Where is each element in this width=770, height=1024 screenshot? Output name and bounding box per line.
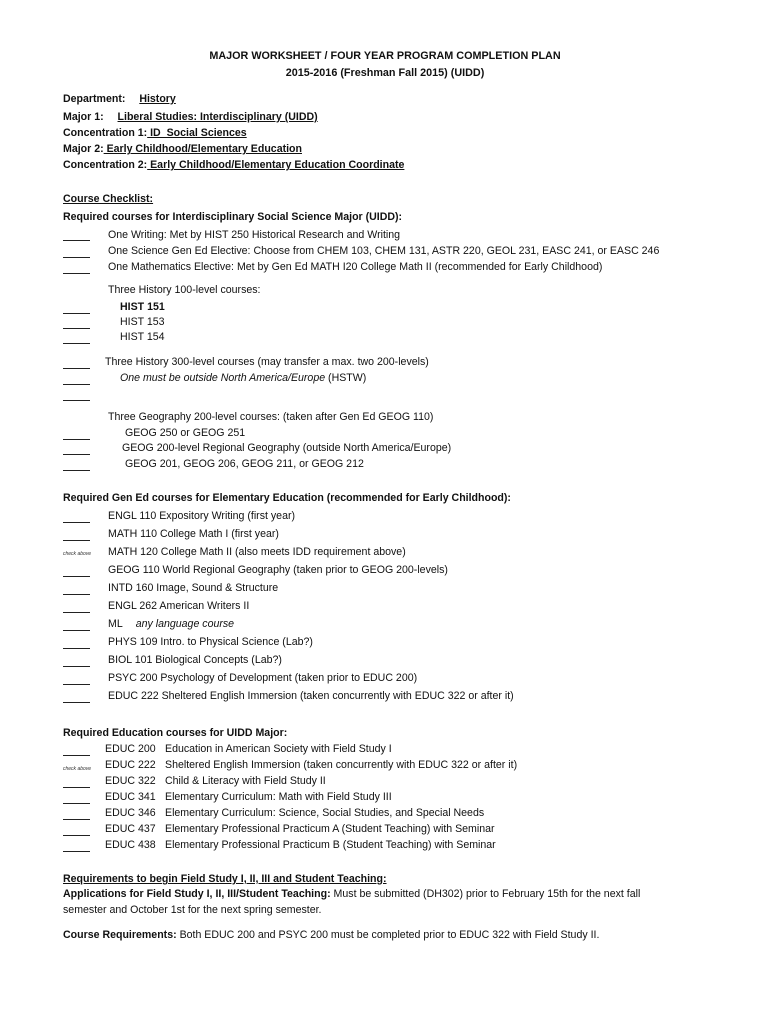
page-subtitle: 2015-2016 (Freshman Fall 2015) (UIDD) [285, 67, 485, 79]
checkbox-blank[interactable] [63, 648, 90, 649]
checkbox-blank[interactable] [63, 384, 90, 385]
education-title: Child & Literacy with Field Study II [165, 775, 326, 787]
checkbox-blank[interactable] [63, 594, 90, 595]
concentration1-label: Concentration 1: [63, 127, 148, 139]
applications-text: Must be submitted (DH302) prior to February 15th for the next fall [330, 888, 641, 900]
checkbox-blank[interactable] [63, 454, 90, 455]
gened-item: INTD 160 Image, Sound & Structure [108, 582, 279, 594]
checkbox-blank[interactable] [63, 240, 90, 241]
history-100-item: HIST 154 [120, 331, 165, 343]
history-300-note-italic: One must be outside North America/Europe [120, 372, 326, 384]
education-title: Elementary Professional Practicum B (Student Teaching) with Seminar [165, 839, 496, 851]
major1-label: Major 1: [63, 111, 104, 123]
uidd-requirements-heading: Required courses for Interdisciplinary Social Science Major (UIDD): [63, 211, 403, 223]
checkbox-blank[interactable] [63, 803, 90, 804]
department-value: History [139, 93, 176, 105]
education-code: EDUC 322 [105, 775, 156, 787]
concentration1-row [63, 127, 247, 139]
applications-label: Applications for Field Study I, II, III/Student Teaching: [63, 888, 331, 900]
checkbox-blank[interactable] [63, 439, 90, 440]
concentration2-row [63, 159, 404, 171]
checkbox-blank[interactable] [63, 702, 90, 703]
history-300-heading: Three History 300-level courses (may transfer a max. two 200-levels) [105, 356, 429, 368]
checkbox-blank[interactable] [63, 630, 90, 631]
ml-code: ML [108, 618, 123, 630]
major2-value: Early Childhood/Elementary Education [103, 143, 302, 155]
history-100-item: HIST 151 [120, 301, 165, 313]
major1-value: Liberal Studies: Interdisciplinary (UIDD) [117, 111, 318, 123]
course-requirements-row [63, 929, 599, 941]
field-study-requirements-heading: Requirements to begin Field Study I, II, III and Student Teaching: [63, 873, 387, 885]
checkbox-blank[interactable] [63, 851, 90, 852]
gened-item: ENGL 262 American Writers II [108, 600, 250, 612]
checkbox-blank[interactable] [63, 273, 90, 274]
checkbox-blank[interactable] [63, 835, 90, 836]
education-title: Education in American Society with Field Study I [165, 743, 392, 755]
course-requirements-text: Both EDUC 200 and PSYC 200 must be completed prior to EDUC 322 with Field Study II. [176, 929, 600, 941]
education-code: EDUC 346 [105, 807, 156, 819]
education-title: Elementary Curriculum: Math with Field Study III [165, 791, 392, 803]
checkbox-blank[interactable] [63, 755, 90, 756]
checkbox-blank[interactable] [63, 576, 90, 577]
gened-item-ml [108, 618, 234, 630]
education-code: EDUC 341 [105, 791, 156, 803]
geography-item: GEOG 200-level Regional Geography (outside North America/Europe) [122, 442, 452, 454]
check-above-note: check above [63, 766, 92, 772]
checkbox-blank[interactable] [63, 612, 90, 613]
checkbox-blank[interactable] [63, 787, 90, 788]
gened-item: EDUC 222 Sheltered English Immersion (taken concurrently with EDUC 322 or after it) [108, 690, 514, 702]
gened-item: BIOL 101 Biological Concepts (Lab?) [108, 654, 282, 666]
geography-item: GEOG 201, GEOG 206, GEOG 211, or GEOG 212 [125, 458, 364, 470]
applications-row [63, 888, 640, 900]
science-requirement: One Science Gen Ed Elective: Choose from CHEM 103, CHEM 131, ASTR 220, GEOL 231, EASC 241, or EASC 246 [108, 245, 660, 257]
checkbox-blank[interactable] [63, 819, 90, 820]
check-above-note: check above [63, 551, 92, 557]
course-checklist-heading: Course Checklist: [63, 193, 154, 205]
checkbox-blank[interactable] [63, 313, 90, 314]
writing-requirement: One Writing: Met by HIST 250 Historical Research and Writing [108, 229, 401, 241]
gened-item: MATH 110 College Math I (first year) [108, 528, 279, 540]
checkbox-blank[interactable] [63, 684, 90, 685]
history-100-heading: Three History 100-level courses: [108, 284, 261, 296]
math-requirement: One Mathematics Elective: Met by Gen Ed MATH I20 College Math II (recommended for Early Childhood) [108, 261, 603, 273]
concentration2-label: Concentration 2: [63, 159, 148, 171]
checkbox-blank[interactable] [63, 257, 90, 258]
department-label: Department: [63, 93, 126, 105]
education-title: Elementary Curriculum: Science, Social Studies, and Special Needs [165, 807, 485, 819]
major2-row [63, 143, 302, 155]
major1-row [63, 111, 318, 123]
education-title: Elementary Professional Practicum A (Student Teaching) with Seminar [165, 823, 495, 835]
education-code: EDUC 437 [105, 823, 156, 835]
concentration1-value: ID_Social Sciences [147, 127, 247, 139]
history-100-item: HIST 153 [120, 316, 165, 328]
education-code: EDUC 200 [105, 743, 156, 755]
gened-item: MATH 120 College Math II (also meets IDD requirement above) [108, 546, 406, 558]
geography-200-heading: Three Geography 200-level courses: (taken after Gen Ed GEOG 110) [108, 411, 434, 423]
course-requirements-label: Course Requirements: [63, 929, 177, 941]
checkbox-blank[interactable] [63, 343, 90, 344]
checkbox-blank[interactable] [63, 540, 90, 541]
education-code: EDUC 222 [105, 759, 156, 771]
checkbox-blank[interactable] [63, 328, 90, 329]
major2-label: Major 2: [63, 143, 104, 155]
gened-item: ENGL 110 Expository Writing (first year) [108, 510, 296, 522]
education-title: Sheltered English Immersion (taken concurrently with EDUC 322 or after it) [165, 759, 518, 771]
gened-heading: Required Gen Ed courses for Elementary Education (recommended for Early Childhood): [63, 492, 511, 504]
geography-item: GEOG 250 or GEOG 251 [125, 427, 246, 439]
department-row [63, 93, 176, 105]
checkbox-blank[interactable] [63, 666, 90, 667]
page-title: MAJOR WORKSHEET / FOUR YEAR PROGRAM COMPLETION PLAN [209, 50, 561, 62]
history-300-note-code: (HSTW) [325, 372, 367, 384]
education-heading: Required Education courses for UIDD Major: [63, 727, 288, 739]
applications-row-continued: semester and October 1st for the next spring semester. [63, 904, 322, 916]
education-code: EDUC 438 [105, 839, 156, 851]
gened-item: GEOG 110 World Regional Geography (taken prior to GEOG 200-levels) [108, 564, 448, 576]
gened-item: PHYS 109 Intro. to Physical Science (Lab?) [108, 636, 313, 648]
gened-item: PSYC 200 Psychology of Development (taken prior to EDUC 200) [108, 672, 418, 684]
checkbox-blank[interactable] [63, 470, 90, 471]
history-300-note [120, 372, 366, 384]
concentration2-value: Early Childhood/Elementary Education Coordinate [147, 159, 405, 171]
checkbox-blank[interactable] [63, 522, 90, 523]
checkbox-blank[interactable] [63, 368, 90, 369]
checkbox-blank[interactable] [63, 400, 90, 401]
ml-description: any language course [135, 618, 235, 630]
